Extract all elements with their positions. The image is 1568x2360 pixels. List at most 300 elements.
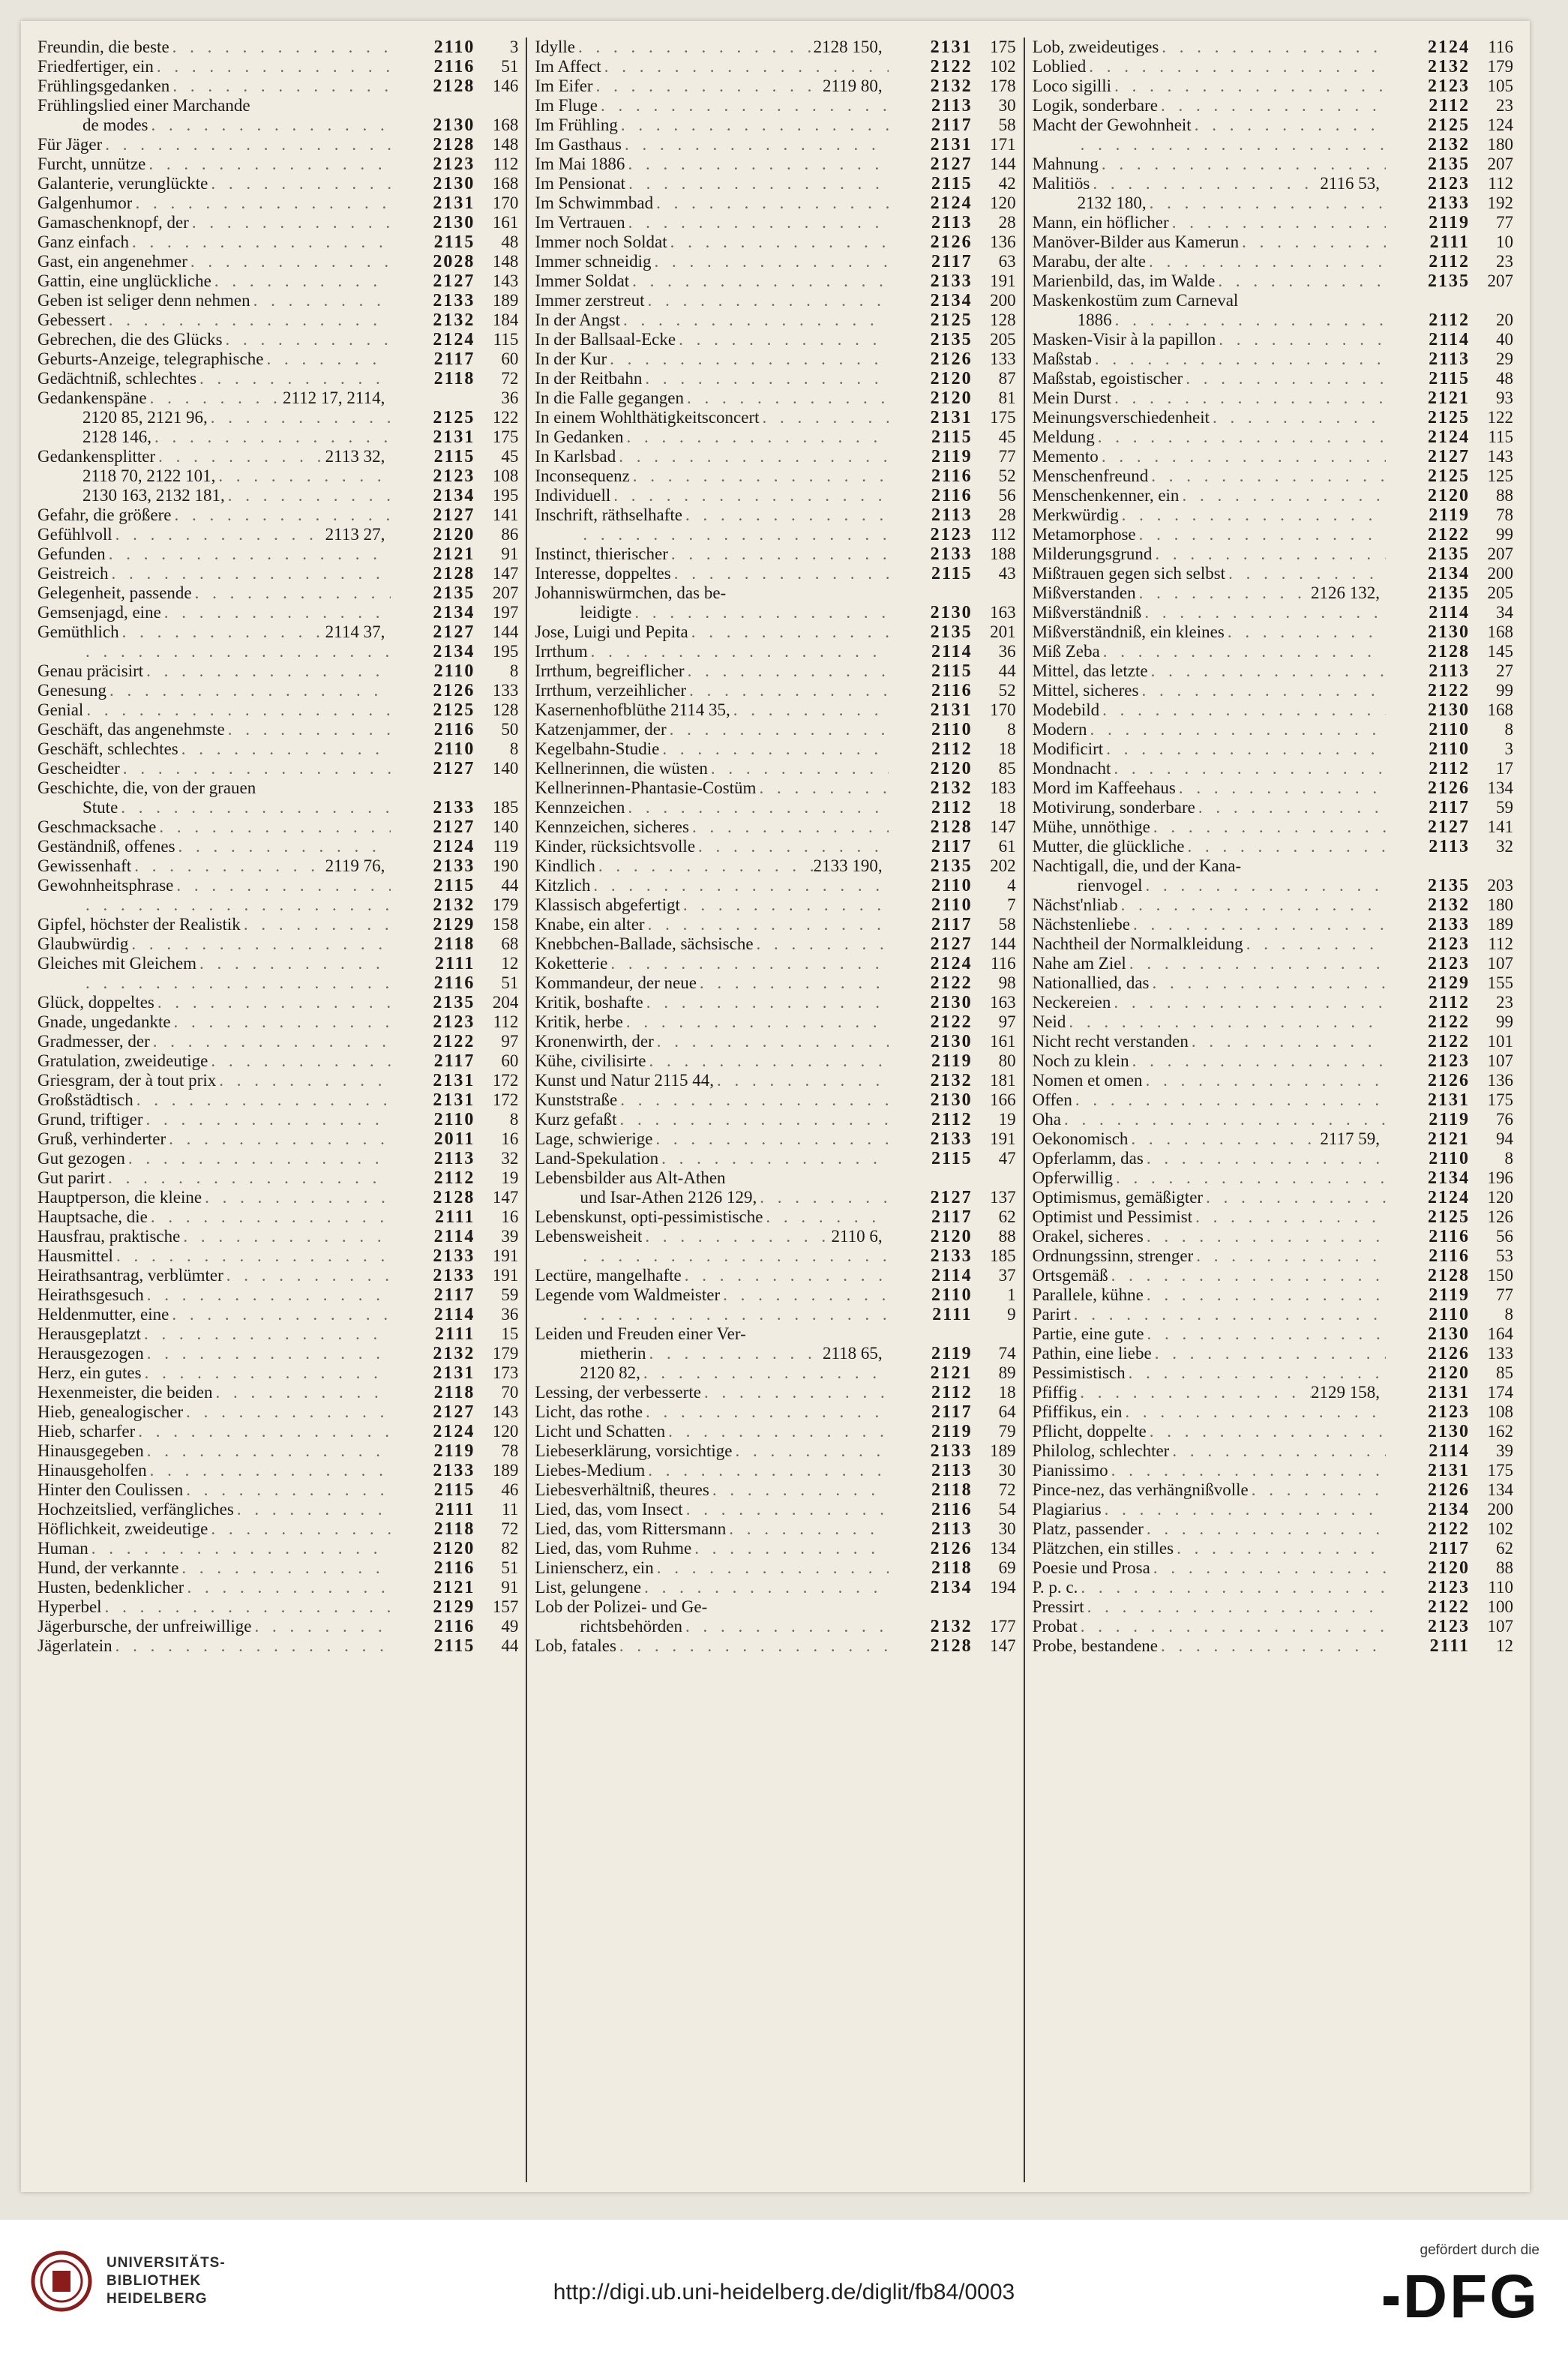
issue-number: 2126	[930, 1539, 973, 1558]
leader-dots	[590, 876, 888, 895]
page-number: 30	[998, 1461, 1016, 1480]
leader-dots	[1243, 934, 1386, 954]
leader-dots	[763, 1207, 888, 1227]
entry-title: Kunststraße	[535, 1090, 618, 1109]
index-entry	[37, 1344, 518, 1363]
index-entry	[535, 1519, 1015, 1539]
page-number: 32	[1495, 837, 1513, 856]
issue-number: 2125	[433, 408, 475, 427]
page-number: 189	[492, 291, 519, 310]
index-entry	[535, 759, 1015, 778]
leader-dots	[643, 1402, 889, 1422]
page-number: 189	[492, 1461, 519, 1480]
entry-title: Geschichte, die, von der grauen	[37, 778, 256, 797]
leader-dots	[173, 876, 391, 895]
entry-title: Heirathsgesuch	[37, 1285, 144, 1304]
entry-title: In der Kur	[535, 349, 607, 368]
entry-title: Legende vom Waldmeister	[535, 1285, 721, 1304]
index-entry	[1033, 135, 1513, 154]
entry-title: Kritik, boshafte	[535, 993, 643, 1012]
issue-number: 2130	[1427, 700, 1470, 720]
page-number: 116	[1488, 37, 1513, 56]
index-entry	[37, 232, 518, 252]
index-entry	[1033, 1324, 1513, 1344]
index-entry	[1033, 1500, 1513, 1519]
entry-title: Kellnerinnen-Phantasie-Costüm	[535, 778, 757, 797]
entry-title: Hochzeitslied, verfängliches	[37, 1500, 234, 1519]
index-entry	[1033, 388, 1513, 408]
entry-title: Partie, eine gute	[1032, 1324, 1144, 1343]
issue-number: 2132	[433, 310, 475, 330]
leader-dots	[178, 1558, 391, 1578]
leader-dots	[671, 564, 889, 583]
leader-dots	[652, 252, 889, 271]
page-number: 1	[1007, 1285, 1016, 1304]
index-entry	[1033, 1012, 1513, 1032]
entry-title: In der Angst	[535, 310, 621, 329]
page-number: 125	[1487, 466, 1513, 485]
entry-title: P. p. c.	[1032, 1578, 1078, 1597]
index-entry	[37, 1324, 518, 1344]
leader-dots	[1092, 349, 1386, 369]
index-entry	[1033, 408, 1513, 427]
index-entry	[535, 96, 1015, 115]
issue-number: 2126	[1427, 778, 1470, 798]
page-number: 23	[1495, 252, 1513, 271]
page-number: 115	[493, 330, 519, 349]
entry-title: Liebesverhältniß, theures	[535, 1480, 709, 1499]
index-entry	[1033, 759, 1513, 778]
entry-title: Inschrift, räthselhafte	[535, 505, 683, 524]
page-number: 161	[990, 1032, 1016, 1051]
index-entry	[1033, 1129, 1513, 1149]
leader-dots	[1192, 115, 1386, 135]
issue-number: 2111	[1429, 1636, 1470, 1656]
leader-dots	[1086, 57, 1386, 76]
page-number: 180	[1487, 135, 1513, 154]
page-number: 184	[492, 310, 519, 329]
funded-by-text: gefördert durch die	[1420, 2242, 1540, 2258]
page-number: 168	[1487, 700, 1513, 719]
issue-number: 2113	[931, 96, 973, 115]
index-entry	[37, 1129, 518, 1149]
index-entry	[1033, 564, 1513, 583]
index-entry	[1033, 505, 1513, 525]
entry-title: Gut parirt	[37, 1168, 106, 1187]
index-entry	[1033, 154, 1513, 174]
leader-dots	[695, 837, 889, 856]
issue-number: 2130	[1427, 1324, 1470, 1344]
issue-number: 2116	[1429, 1246, 1470, 1266]
issue-number: 2110	[1429, 1149, 1470, 1168]
leader-dots	[1144, 1519, 1386, 1539]
index-entry	[1033, 778, 1513, 798]
page-number: 86	[501, 525, 519, 544]
leader-dots	[720, 1285, 889, 1305]
issue-number: 2110	[931, 720, 973, 739]
issue-number: 2132	[1427, 895, 1470, 915]
issue-number: 2135	[930, 330, 973, 349]
leader-dots	[654, 1558, 889, 1578]
index-entry	[37, 1500, 518, 1519]
entry-title: Kegelbahn-Studie	[535, 739, 660, 758]
page-number: 112	[1488, 174, 1513, 193]
leader-dots	[676, 330, 889, 349]
issue-number: 2115	[931, 661, 973, 681]
issue-number: 2117	[931, 252, 973, 271]
issue-number: 2117	[931, 837, 973, 856]
index-entry	[37, 1168, 518, 1188]
issue-number: 2115	[433, 1480, 475, 1500]
issue-number: 2122	[433, 1032, 475, 1051]
page-number: 144	[492, 622, 519, 641]
leader-dots	[1143, 1071, 1386, 1090]
issue-number: 2131	[433, 427, 475, 447]
entry-title: Gnade, ungedankte	[37, 1012, 171, 1031]
entry-title: Menschenfreund	[1032, 466, 1149, 485]
index-entry	[37, 1110, 518, 1129]
page-number: 108	[1487, 1402, 1513, 1421]
leader-dots	[148, 1207, 391, 1227]
entry-title: Masken-Visir à la papillon	[1032, 330, 1216, 349]
leader-dots	[1138, 681, 1386, 700]
page-number: 200	[990, 291, 1016, 310]
leader-dots	[643, 993, 889, 1012]
page-number: 112	[1488, 934, 1513, 953]
issue-number: 2130	[930, 993, 973, 1012]
page-number: 191	[990, 1129, 1016, 1148]
page-number: 107	[1487, 1051, 1513, 1070]
leader-dots	[196, 954, 391, 973]
issue-number: 2129	[1427, 973, 1470, 993]
entry-title: Gruß, verhinderter	[37, 1129, 166, 1148]
entry-extra-refs: 2119 80,	[823, 76, 883, 95]
index-entry	[535, 1305, 1015, 1324]
leader-dots	[588, 642, 889, 661]
index-entry	[1033, 525, 1513, 544]
index-entry	[37, 798, 518, 817]
leader-dots	[1095, 427, 1386, 447]
leader-dots	[1239, 232, 1386, 252]
issue-number: 2110	[433, 661, 475, 681]
page-number: 191	[990, 271, 1016, 290]
page-number: 163	[990, 603, 1016, 622]
index-entry	[535, 37, 1015, 57]
leader-dots	[1072, 1090, 1386, 1110]
entry-title: Mißtrauen gegen sich selbst	[1032, 564, 1226, 583]
leader-dots	[610, 486, 888, 505]
index-entry	[37, 993, 518, 1012]
issue-number: 2123	[1427, 1051, 1470, 1071]
page-number: 185	[990, 1246, 1016, 1265]
index-entry	[1033, 954, 1513, 973]
entry-title: Logik, sonderbare	[1032, 96, 1158, 115]
index-entry	[1033, 700, 1513, 720]
leader-dots	[714, 1071, 889, 1090]
issue-number: 2112	[931, 798, 973, 817]
issue-number: 2115	[1429, 369, 1470, 388]
entry-title: Mühe, unnöthige	[1032, 817, 1150, 836]
leader-dots	[1150, 817, 1386, 837]
page-number: 23	[1495, 993, 1513, 1012]
entry-title: und Isar-Athen 2126 129,	[580, 1188, 757, 1207]
entry-title: Poesie und Prosa	[1032, 1558, 1150, 1577]
index-entry	[37, 310, 518, 330]
page-number: 191	[492, 1246, 519, 1265]
leader-dots	[1108, 1461, 1386, 1480]
page-number: 56	[1495, 1227, 1513, 1246]
page-number: 207	[1487, 271, 1513, 290]
entry-title: Nächstenliebe	[1032, 915, 1130, 934]
entry-title: Malitiös	[1032, 174, 1090, 193]
index-entry	[37, 193, 518, 213]
leader-dots	[709, 1480, 889, 1500]
leader-dots	[1136, 525, 1386, 544]
index-entry	[37, 817, 518, 837]
entry-title: Lectüre, mangelhafte	[535, 1266, 682, 1285]
issue-number: 2120	[930, 388, 973, 408]
issue-number: 2131	[433, 1071, 475, 1090]
index-entry	[1033, 232, 1513, 252]
issue-number: 2127	[433, 271, 475, 291]
issue-number: 2125	[1427, 1207, 1470, 1227]
page-number: 60	[501, 1051, 519, 1070]
issue-number: 2126	[1427, 1480, 1470, 1500]
entry-title: Probe, bestandene	[1032, 1636, 1158, 1655]
entry-title: Hinter den Coulissen	[37, 1480, 184, 1499]
page-number: 69	[998, 1558, 1016, 1577]
entry-title: Mittel, das letzte	[1032, 661, 1148, 680]
entry-extra-refs: 2113 32,	[325, 447, 385, 466]
entry-title: Nächst'nliab	[1032, 895, 1118, 914]
index-entry	[1033, 583, 1513, 603]
dfg-logo[interactable]	[1384, 2263, 1540, 2331]
index-entry	[37, 603, 518, 622]
index-entry	[535, 76, 1015, 96]
index-entry	[535, 837, 1015, 856]
page-number: 146	[492, 76, 519, 95]
issue-number: 2126	[1427, 1344, 1470, 1363]
index-entry	[535, 1012, 1015, 1032]
leader-dots	[730, 700, 889, 720]
page-number: 51	[501, 57, 519, 76]
leader-dots	[212, 1383, 391, 1402]
page-number: 168	[492, 115, 519, 134]
entry-title: Neid	[1032, 1012, 1066, 1031]
entry-title: Immer Soldat	[535, 271, 630, 290]
issue-number: 2112	[1429, 310, 1470, 330]
leader-dots	[144, 1285, 391, 1305]
index-entry	[1033, 915, 1513, 934]
leader-dots	[1071, 1305, 1386, 1324]
page-number: 52	[998, 466, 1016, 485]
page-number: 56	[998, 486, 1016, 505]
issue-number: 2126	[930, 232, 973, 252]
entry-title: Kindlich	[535, 856, 595, 875]
entry-title: Human	[37, 1539, 88, 1558]
issue-number: 2127	[1427, 817, 1470, 837]
entry-title: Höflichkeit, zweideutige	[37, 1519, 208, 1538]
leader-dots	[1078, 1617, 1386, 1636]
page-number: 88	[1495, 1558, 1513, 1577]
page-number: 23	[1495, 96, 1513, 115]
page-number: 87	[998, 369, 1016, 388]
leader-dots	[1099, 700, 1386, 720]
page-number: 148	[492, 135, 519, 154]
leader-dots	[684, 388, 889, 408]
issue-number: 2113	[931, 505, 973, 525]
issue-number: 2135	[433, 583, 475, 603]
entry-title: Kronenwirth, der	[535, 1032, 654, 1051]
index-entry	[1033, 739, 1513, 759]
issue-number: 2122	[1427, 1597, 1470, 1617]
page-number: 8	[1504, 720, 1513, 739]
entry-title: Leiden und Freuden einer Ver-	[535, 1324, 746, 1343]
leader-dots	[625, 798, 888, 817]
leader-dots	[1118, 895, 1386, 915]
issue-number: 2122	[1427, 1012, 1470, 1032]
leader-dots	[161, 603, 391, 622]
index-entry	[535, 1539, 1015, 1558]
funding-note	[1384, 2242, 1540, 2331]
entry-title: Lied, das, vom Ruhme	[535, 1539, 692, 1558]
entry-title: Geschmacksache	[37, 817, 157, 836]
issue-number: 2133	[433, 856, 475, 876]
entry-title: Gedächtniß, schlechtes	[37, 369, 197, 388]
dfg-logo-text: DFG	[1402, 2263, 1540, 2331]
issue-number: 2124	[1427, 1188, 1470, 1207]
entry-title: Nomen et omen	[1032, 1071, 1143, 1090]
issue-number: 2116	[433, 720, 475, 739]
page-number: 200	[1487, 1500, 1513, 1519]
permalink-url[interactable]: http://digi.ub.uni-heidelberg.de/diglit/fb84/0003	[553, 2280, 1015, 2305]
page-number: 102	[1487, 1519, 1513, 1538]
issue-number: 2124	[1427, 427, 1470, 447]
issue-number: 2135	[433, 993, 475, 1012]
entry-title: Nahe am Ziel	[1032, 954, 1126, 973]
leader-dots	[171, 1012, 391, 1032]
entry-title: Loblied	[1032, 57, 1087, 76]
leader-dots	[1152, 1344, 1386, 1363]
leader-dots	[642, 369, 888, 388]
issue-number: 2119	[1429, 1110, 1470, 1129]
page-number: 30	[998, 96, 1016, 115]
index-entry	[37, 213, 518, 232]
issue-number: 2134	[433, 486, 475, 505]
entry-title: 2120 85, 2121 96,	[82, 408, 208, 427]
index-entry	[535, 349, 1015, 369]
page-number: 143	[492, 1402, 519, 1421]
entry-title: Hieb, scharfer	[37, 1422, 136, 1441]
leader-dots	[667, 232, 889, 252]
leader-dots	[169, 1305, 391, 1324]
entry-title: Marienbild, das, im Walde	[1032, 271, 1216, 290]
leader-dots	[106, 681, 391, 700]
page-number: 195	[492, 486, 519, 505]
leader-dots	[1225, 622, 1386, 642]
entry-title: Probat	[1032, 1617, 1078, 1636]
index-entry	[535, 154, 1015, 174]
issue-number: 2122	[930, 57, 973, 76]
leader-dots	[208, 1519, 391, 1539]
issue-number: 2112	[1429, 993, 1470, 1012]
page-number: 202	[990, 856, 1016, 875]
leader-dots	[241, 915, 391, 934]
index-entry	[1033, 817, 1513, 837]
leader-dots	[144, 1441, 391, 1461]
index-entry	[37, 76, 518, 96]
leader-dots	[1193, 1246, 1386, 1266]
page-number: 68	[501, 934, 519, 953]
page-number: 189	[1487, 915, 1513, 934]
entry-title: Idylle	[535, 37, 575, 56]
issue-number: 2116	[433, 57, 475, 76]
leader-dots	[132, 193, 391, 213]
page-number: 101	[1487, 1032, 1513, 1051]
leader-dots	[175, 837, 391, 856]
issue-number: 2116	[433, 1558, 475, 1578]
issue-number: 2114	[1429, 603, 1470, 622]
index-entry	[535, 681, 1015, 700]
page-number: 45	[998, 427, 1016, 446]
issue-number: 2131	[930, 408, 973, 427]
leader-dots	[129, 232, 391, 252]
index-entry	[535, 954, 1015, 973]
entry-extra-refs: 2129 158,	[1310, 1383, 1380, 1402]
index-entry	[535, 1246, 1015, 1266]
page-number: 158	[492, 915, 519, 934]
entry-title: Parirt	[1032, 1305, 1071, 1324]
page-number: 119	[493, 837, 519, 856]
index-entry	[1033, 369, 1513, 388]
page-number: 77	[1495, 213, 1513, 232]
leader-dots	[1113, 1168, 1386, 1188]
page-number: 16	[501, 1129, 519, 1148]
index-entry	[1033, 291, 1513, 310]
page-number: 12	[501, 954, 519, 973]
index-entry	[535, 447, 1015, 466]
index-entry	[37, 583, 518, 603]
issue-number: 2120	[930, 759, 973, 778]
issue-number: 2112	[1429, 252, 1470, 271]
entry-title: Mann, ein höflicher	[1032, 213, 1169, 232]
index-entry	[1033, 1227, 1513, 1246]
leader-dots	[1111, 76, 1386, 96]
index-entry	[1033, 1636, 1513, 1656]
page-number: 18	[998, 1383, 1016, 1402]
leader-dots	[1087, 720, 1386, 739]
leader-dots	[1128, 1129, 1320, 1149]
page-number: 78	[1495, 505, 1513, 524]
entry-title: Heirathsantrag, verblümter	[37, 1266, 223, 1285]
index-entry	[37, 174, 518, 193]
leader-dots	[680, 895, 889, 915]
entry-title: Pfiffig	[1032, 1383, 1078, 1402]
leader-dots	[183, 1402, 391, 1422]
index-entry	[37, 1032, 518, 1051]
page-number: 8	[509, 1110, 519, 1129]
issue-number: 2124	[433, 1422, 475, 1441]
issue-number: 2115	[433, 447, 475, 466]
index-entry	[37, 388, 518, 408]
page-number: 70	[501, 1383, 519, 1402]
entry-title: Klassisch abgefertigt	[535, 895, 680, 914]
index-entry	[535, 1636, 1015, 1656]
index-entry	[1033, 252, 1513, 271]
page-number: 91	[501, 1578, 519, 1597]
page-number: 175	[990, 37, 1016, 56]
entry-title: richtsbehörden	[580, 1617, 683, 1636]
